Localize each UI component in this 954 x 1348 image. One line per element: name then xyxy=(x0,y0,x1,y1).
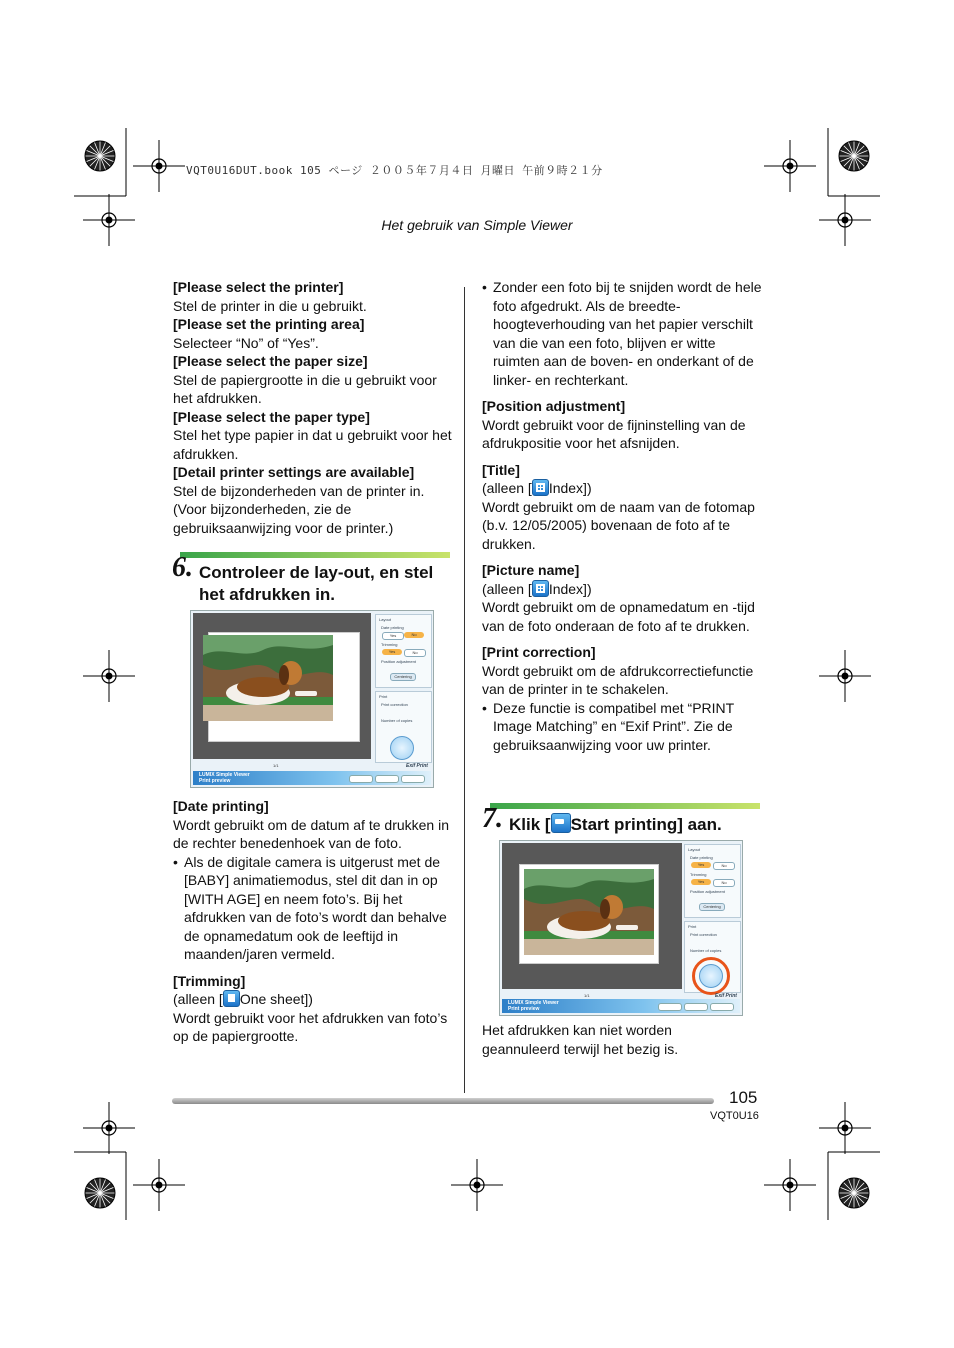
app-name: LUMIX Simple Viewer Print preview xyxy=(199,772,250,784)
centering-button[interactable]: Centering xyxy=(390,673,416,681)
app-name: LUMIX Simple Viewer Print preview xyxy=(508,1000,559,1012)
document-code: VQT0U16 xyxy=(710,1110,759,1122)
text-position-adjustment: Wordt gebruikt voor de fijninstelling van de afdrukpositie voor het afsnijden. xyxy=(482,416,746,451)
page-counter: 1/1 xyxy=(584,993,590,998)
date-printing-bullets xyxy=(173,853,453,964)
text-cannot-cancel: Het afdrukken kan niet worden geannuleerd terwijl het bezig is. xyxy=(482,1022,679,1057)
right-column-text xyxy=(482,278,762,754)
dog-photo xyxy=(203,635,333,721)
position-adjustment-label: Position adjustment xyxy=(690,889,725,894)
date-printing-label: Date printing xyxy=(690,855,713,860)
heading-select-printer: [Please select the printer] xyxy=(173,279,344,295)
text-detail-settings: Stel de bijzonderheden van de printer in. (Voor bijzonderheden, zie de gebruiksaanwijzing voor de printer.) xyxy=(173,482,425,536)
centering-button[interactable]: Centering xyxy=(699,903,725,911)
page-number: 105 xyxy=(729,1088,758,1107)
layout-panel xyxy=(684,844,741,918)
trimming-no[interactable]: No xyxy=(713,879,735,887)
text-date-printing: Wordt gebruikt om de datum af te drukken in de rechter benedenhoek van de foto. xyxy=(173,816,449,851)
trim-bullets xyxy=(482,278,762,389)
trimming-label: Trimming xyxy=(690,872,707,877)
page-counter: 1/1 xyxy=(273,763,279,768)
start-printing-icon xyxy=(551,813,571,833)
text-select-printer: Stel de printer in die u gebruikt. xyxy=(173,297,367,314)
footer-button-2[interactable] xyxy=(684,1003,708,1011)
trimming-yes[interactable]: Yes xyxy=(691,879,711,885)
step7-number: 7. xyxy=(482,803,503,834)
heading-paper-type: [Please select the paper type] xyxy=(173,408,370,425)
preview-stage xyxy=(193,613,371,768)
heading-date-printing: [Date printing] xyxy=(173,798,269,814)
heading-paper-size: [Please select the paper size] xyxy=(173,353,368,369)
footer-button-2[interactable] xyxy=(375,775,399,783)
print-correction-label: Print correction xyxy=(381,702,408,707)
text-paper-type: Stel het type papier in dat u gebruikt voor het afdrukken. xyxy=(173,427,452,462)
layout-panel xyxy=(375,614,432,688)
heading-trimming: [Trimming] xyxy=(173,972,246,989)
date-printing-label: Date printing xyxy=(381,625,404,630)
footer-button-1[interactable] xyxy=(658,1003,682,1011)
app-footer xyxy=(502,999,740,1013)
text-print-correction: Wordt gebruikt om de afdrukcorrectiefunctie van de printer in te schakelen. xyxy=(482,662,754,697)
printer-settings-list xyxy=(173,278,453,537)
print-correction-bullets xyxy=(482,699,762,755)
title-alleen: (alleen [ Index]) xyxy=(482,480,592,496)
print-correction-label: Print correction xyxy=(690,932,717,937)
layout-label: Layout xyxy=(688,847,701,852)
file-info-header: VQT0U16DUT.book 105 ページ ２００５年７月４日 月曜日 午前９時２１分 xyxy=(186,164,603,177)
trimming-no[interactable]: No xyxy=(404,649,426,657)
page-footer-rule xyxy=(172,1098,714,1104)
heading-position-adjustment: [Position adjustment] xyxy=(482,398,626,414)
heading-printing-area: [Please set the printing area] xyxy=(173,316,365,332)
date-printing-no[interactable]: No xyxy=(404,632,424,638)
print-label: Print xyxy=(379,694,388,699)
step7-bar xyxy=(490,803,760,809)
dog-photo-image xyxy=(203,635,333,721)
one-sheet-icon xyxy=(223,990,240,1007)
print-label: Print xyxy=(688,924,697,929)
bullet-no-trim: • Zonder een foto bij te snijden wordt de hele foto afgedrukt. Als de breedte-hoogteverhouding van het papier verschilt van die van een foto, blijven er witte ruimten aan de boven- en onderkant of de linker- en rechterkant. xyxy=(493,278,762,389)
print-panel xyxy=(684,921,741,993)
text-paper-size: Stel de papiergrootte in die u gebruikt voor het afdrukken. xyxy=(173,371,437,406)
section-title: Het gebruik van Simple Viewer xyxy=(381,217,573,233)
bullet-exif-print: • Deze functie is compatibel met “PRINT Image Matching” en “Exif Print”. Zie de gebruiksaanwijzing voor uw printer. xyxy=(493,699,762,755)
text-printing-area: Selecteer “No” of “Yes”. xyxy=(173,334,319,351)
start-printing-highlight-ring xyxy=(692,957,730,995)
number-of-copies-label: Number of copies xyxy=(690,948,722,953)
step6-bar xyxy=(180,552,450,558)
date-trimming-section xyxy=(173,797,453,1046)
heading-print-correction: [Print correction] xyxy=(482,644,596,660)
text-title: Wordt gebruikt om de naam van de fotomap (b.v. 12/05/2005) bovenaan de foto af te drukken. xyxy=(482,498,755,552)
picture-name-alleen: (alleen [ Index]) xyxy=(482,580,592,597)
print-preview-screenshot-2 xyxy=(499,840,743,1016)
start-printing-button[interactable] xyxy=(390,736,414,760)
heading-detail-settings: [Detail printer settings are available] xyxy=(173,464,415,480)
exif-print-logo: Exif Print xyxy=(406,763,428,769)
print-panel xyxy=(375,691,432,763)
trimming-label: Trimming xyxy=(381,642,398,647)
layout-label: Layout xyxy=(379,617,392,622)
print-preview-screenshot-1 xyxy=(190,610,434,788)
number-of-copies-label: Number of copies xyxy=(381,718,413,723)
date-printing-yes[interactable]: Yes xyxy=(382,632,404,640)
date-printing-no[interactable]: No xyxy=(713,862,735,870)
position-adjustment-label: Position adjustment xyxy=(381,659,416,664)
text-picture-name: Wordt gebruikt om de opnamedatum en -tijd van de foto onderaan de foto af te drukken. xyxy=(482,599,755,634)
date-printing-yes[interactable]: Yes xyxy=(691,862,711,868)
trimming-yes[interactable]: Yes xyxy=(382,649,402,655)
step6-number: 6. xyxy=(172,552,193,583)
bullet-baby-mode: • Als de digitale camera is uitgerust met de [BABY] animatiemodus, stel dit dan in op [WITH AGE] en neem foto’s. Bij het afdrukken van de foto’s wordt dan behalve de opnamedatum ook de leeftijd in maanden/jaren vermeld. xyxy=(184,853,453,964)
heading-title: [Title] xyxy=(482,461,520,478)
index-icon xyxy=(532,580,549,597)
step6-text: Controleer de lay-out, en stel het afdrukken in. xyxy=(199,563,434,604)
preview-stage xyxy=(502,843,682,998)
heading-picture-name: [Picture name] xyxy=(482,562,580,578)
footer-button-3[interactable] xyxy=(710,1003,734,1011)
dog-photo-image xyxy=(524,869,654,955)
column-divider xyxy=(464,287,465,1093)
closing-note xyxy=(482,1021,752,1058)
app-footer xyxy=(193,771,431,785)
text-trimming: Wordt gebruikt voor het afdrukken van foto’s op de papiergrootte. xyxy=(173,1009,448,1044)
trimming-alleen: (alleen [ One sheet]) xyxy=(173,991,313,1007)
dog-photo xyxy=(524,869,654,955)
footer-button-1[interactable] xyxy=(349,775,373,783)
step7-text: Klik [ Start printing] aan. xyxy=(509,815,722,834)
footer-button-3[interactable] xyxy=(401,775,425,783)
exif-print-logo: Exif Print xyxy=(715,993,737,999)
index-icon xyxy=(532,479,549,496)
